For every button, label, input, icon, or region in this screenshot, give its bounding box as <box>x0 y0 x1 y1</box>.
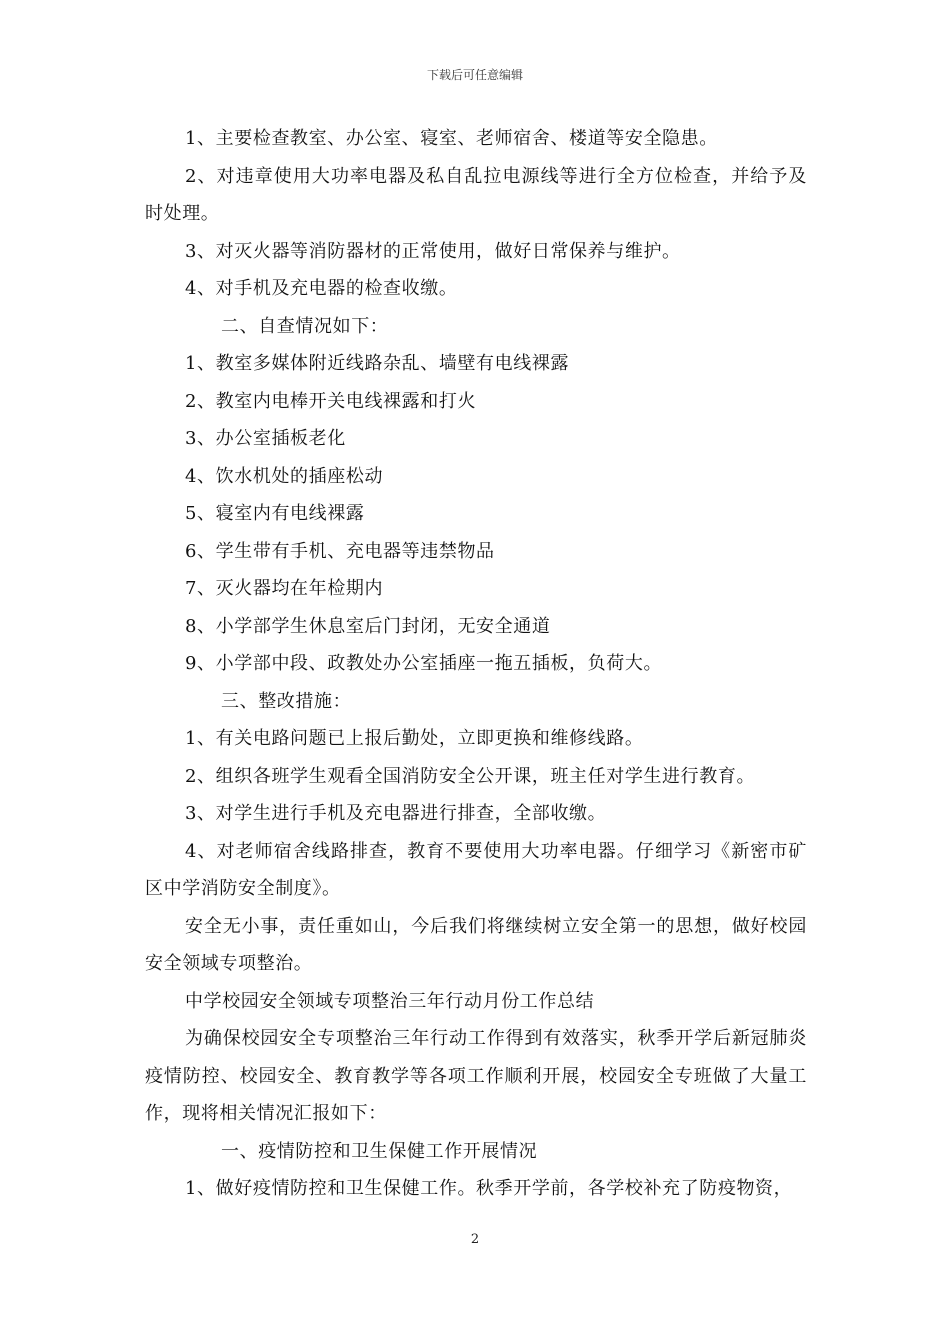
paragraph: 7、灭火器均在年检期内 <box>185 578 384 599</box>
paragraph: 3、办公室插板老化 <box>185 428 346 449</box>
paragraph: 9、小学部中段、政教处办公室插座一拖五插板，负荷大。 <box>185 653 663 674</box>
section-heading: 二、自查情况如下： <box>221 315 389 337</box>
paragraph: 4、对老师宿舍线路排查，教育不要使用大功率电器。仔细学习《新密市矿区中学消防安全制度》。 <box>145 840 807 899</box>
paragraph: 3、对学生进行手机及充电器进行排查，全部收缴。 <box>185 803 607 824</box>
paragraph: 1、有关电路问题已上报后勤处，立即更换和维修线路。 <box>185 728 644 749</box>
section-heading: 一、疫情防控和卫生保健工作开展情况 <box>221 1140 538 1162</box>
paragraph: 4、饮水机处的插座松动 <box>185 465 384 487</box>
paragraph: 安全无小事，责任重如山，今后我们将继续树立安全第一的思想，做好校园安全领域专项整治。 <box>145 915 807 974</box>
paragraph: 2、组织各班学生观看全国消防安全公开课，班主任对学生进行教育。 <box>185 765 756 787</box>
paragraph: 5、寝室内有电线裸露 <box>185 503 365 524</box>
paragraph: 6、学生带有手机、充电器等违禁物品 <box>185 540 495 562</box>
paragraph: 1、教室多媒体附近线路杂乱、墙壁有电线裸露 <box>185 353 570 374</box>
document-body <box>145 120 807 1208</box>
paragraph: 1、主要检查教室、办公室、寝室、老师宿舍、楼道等安全隐患。 <box>185 128 718 149</box>
document-subtitle: 中学校园安全领域专项整治三年行动月份工作总结 <box>185 990 595 1012</box>
paragraph: 2、教室内电棒开关电线裸露和打火 <box>185 390 477 412</box>
paragraph: 8、小学部学生休息室后门封闭，无安全通道 <box>185 615 551 637</box>
page-number: 2 <box>470 1232 480 1247</box>
paragraph: 1、做好疫情防控和卫生保健工作。秋季开学前，各学校补充了防疫物资， <box>185 1178 793 1199</box>
paragraph: 2、对违章使用大功率电器及私自乱拉电源线等进行全方位检查，并给予及时处理。 <box>145 165 807 224</box>
paragraph: 4、对手机及充电器的检查收缴。 <box>185 278 458 299</box>
paragraph: 3、对灭火器等消防器材的正常使用，做好日常保养与维护。 <box>185 240 681 262</box>
paragraph: 为确保校园安全专项整治三年行动工作得到有效落实，秋季开学后新冠肺炎疫情防控、校园安全、教育教学等各项工作顺利开展，校园安全专班做了大量工作，现将相关情况汇报如下： <box>145 1028 807 1124</box>
section-heading: 三、整改措施： <box>221 690 352 712</box>
page-header: 下载后可任意编辑 <box>426 68 523 82</box>
